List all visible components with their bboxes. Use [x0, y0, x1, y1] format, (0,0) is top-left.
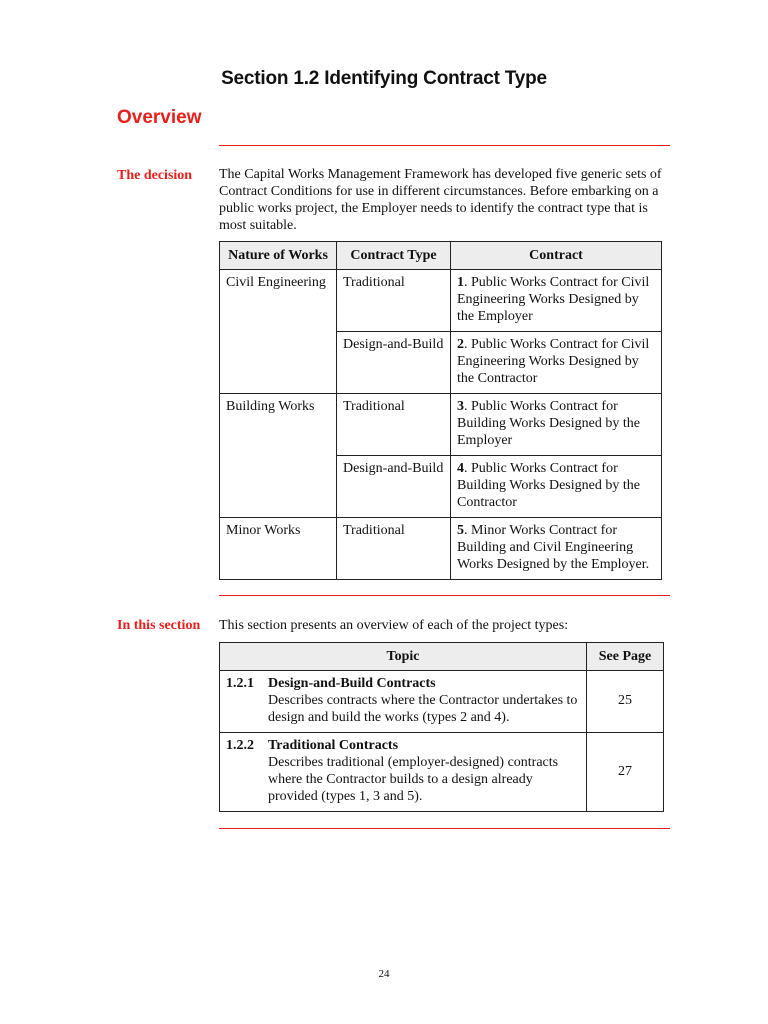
topic-number: 1.2.2 — [226, 738, 254, 753]
nature-cell: Civil Engineering — [220, 270, 337, 332]
contract-number: 1 — [457, 275, 464, 290]
topic-title: Design-and-Build Contracts — [268, 676, 436, 691]
contract-cell — [451, 394, 662, 456]
topic-cell — [220, 671, 587, 733]
table-row — [220, 671, 664, 733]
topic-title: Traditional Contracts — [268, 738, 399, 753]
type-cell: Design-and-Build — [337, 456, 451, 518]
column-header: See Page — [587, 643, 664, 671]
contract-cell — [451, 456, 662, 518]
nature-cell — [220, 332, 337, 394]
table-row — [220, 733, 664, 812]
table-row — [220, 332, 662, 394]
page-number: 24 — [378, 968, 390, 980]
table-row — [220, 394, 662, 456]
contract-number: 5 — [457, 523, 464, 538]
decision-text: The Capital Works Management Framework has developed five generic sets of Contract Conditions for use in different circumstances. Before embarking on a public works project, the Employer needs to identify the contract type that is most suitable. — [219, 167, 662, 233]
section-divider — [219, 145, 670, 146]
contract-text: . Public Works Contract for Building Works Designed by the Contractor — [457, 461, 640, 510]
see-page-cell: 25 — [587, 671, 664, 733]
table-row — [220, 518, 662, 580]
contract-number: 3 — [457, 399, 464, 414]
contract-cell — [451, 518, 662, 580]
type-cell: Traditional — [337, 270, 451, 332]
type-cell: Traditional — [337, 518, 451, 580]
topic-number: 1.2.1 — [226, 676, 254, 691]
contract-number: 4 — [457, 461, 464, 476]
column-header: Contract — [451, 242, 662, 270]
contract-cell — [451, 270, 662, 332]
nature-cell: Minor Works — [220, 518, 337, 580]
topic-description: Describes traditional (employer-designed) contracts where the Contractor builds to a design already provided (types 1, 3 and 5). — [268, 755, 559, 804]
column-header: Topic — [220, 643, 587, 671]
topics-table — [219, 642, 664, 812]
in-this-section-text: This section presents an overview of each of the project types: — [219, 618, 569, 633]
contract-text: . Minor Works Contract for Building and Civil Engineering Works Designed by the Employer. — [457, 523, 650, 572]
contract-text: . Public Works Contract for Building Works Designed by the Employer — [457, 399, 640, 448]
overview-heading: Overview — [117, 107, 202, 128]
column-header: Contract Type — [337, 242, 451, 270]
contract-number: 2 — [457, 337, 464, 352]
type-cell: Traditional — [337, 394, 451, 456]
page-title: Section 1.2 Identifying Contract Type — [221, 68, 547, 89]
contract-text: . Public Works Contract for Civil Engineering Works Designed by the Contractor — [457, 337, 650, 386]
section-divider — [219, 595, 670, 596]
table-row — [220, 270, 662, 332]
column-header: Nature of Works — [220, 242, 337, 270]
decision-label: The decision — [117, 168, 193, 183]
section-divider — [219, 828, 670, 829]
contract-cell — [451, 332, 662, 394]
contract-type-table — [219, 241, 662, 580]
nature-cell — [220, 456, 337, 518]
in-this-section-label: In this section — [117, 618, 201, 633]
topic-cell — [220, 733, 587, 812]
type-cell: Design-and-Build — [337, 332, 451, 394]
nature-cell: Building Works — [220, 394, 337, 456]
topic-description: Describes contracts where the Contractor undertakes to design and build the works (types 2 and 4). — [268, 693, 578, 725]
see-page-cell: 27 — [587, 733, 664, 812]
table-row — [220, 456, 662, 518]
contract-text: . Public Works Contract for Civil Engineering Works Designed by the Employer — [457, 275, 650, 324]
